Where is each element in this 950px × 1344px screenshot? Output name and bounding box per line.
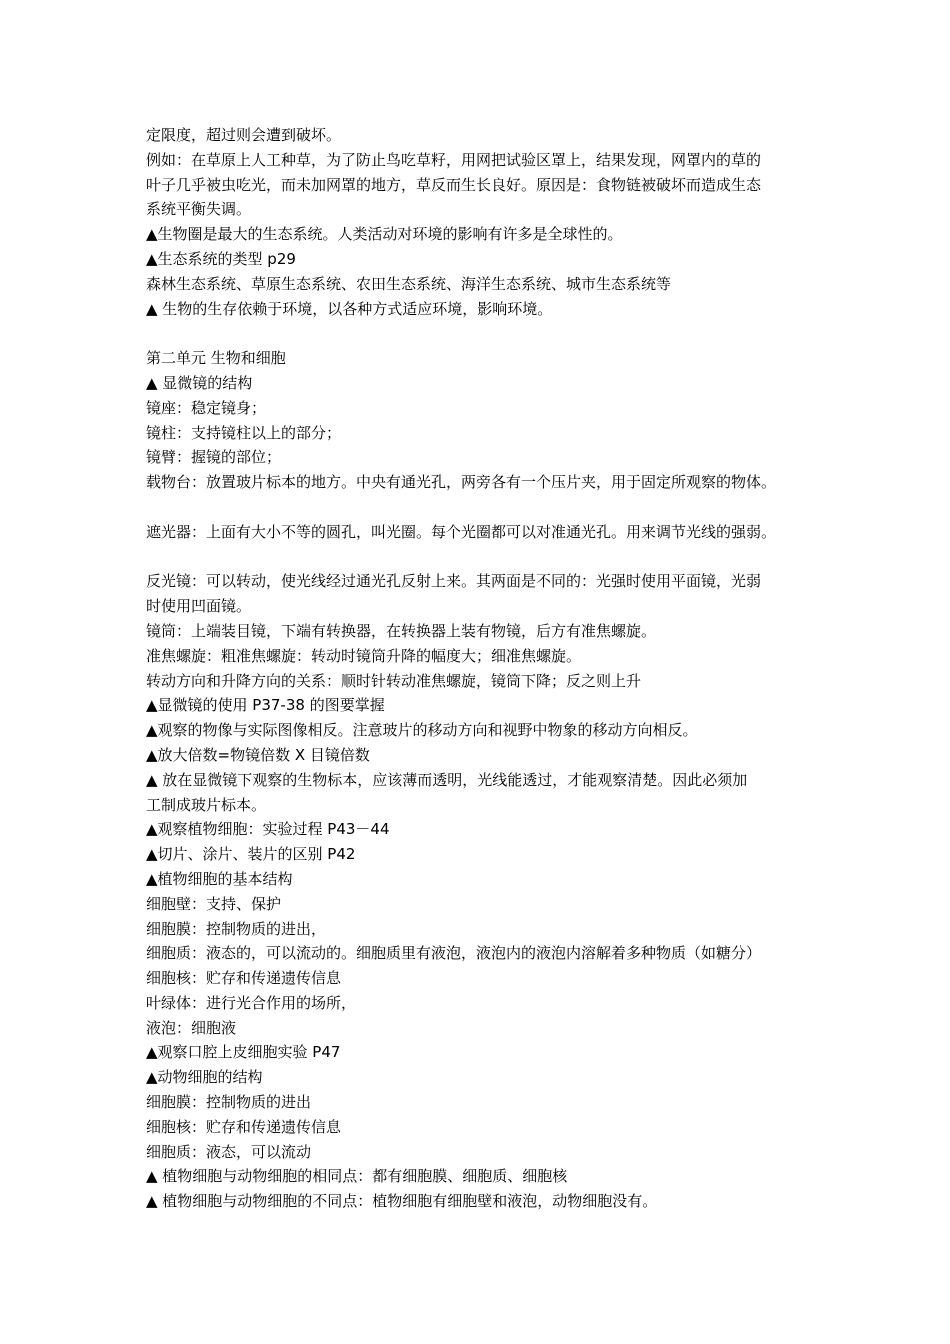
- text-line: 细胞膜：控制物质的进出: [146, 1093, 312, 1112]
- text-line: 工制成玻片标本。: [146, 795, 267, 814]
- bullet-line: ▲观察的物像与实际图像相反。注意玻片的移动方向和视野中物象的移动方向相反。: [146, 721, 698, 740]
- document-page: [146, 123, 826, 1214]
- bullet-line: ▲放大倍数=物镜倍数 X 目镜倍数: [146, 745, 370, 764]
- bullet-line: ▲观察口腔上皮细胞实验 P47: [146, 1043, 341, 1062]
- text-line: 叶子几乎被虫吃光，而未加网罩的地方，草反而生长良好。原因是：食物链被破坏而造成生态: [146, 175, 762, 194]
- bullet-line: ▲生态系统的类型 p29: [146, 249, 296, 268]
- bullet-line: ▲植物细胞的基本结构: [146, 869, 293, 888]
- text-line: 系统平衡失调。: [146, 200, 252, 219]
- text-line: 时使用凹面镜。: [146, 597, 252, 616]
- text-line: 细胞质：液态，可以流动: [146, 1142, 312, 1161]
- text-line: 细胞质：液态的，可以流动的。细胞质里有液泡，液泡内的液泡内溶解着多种物质（如糖分）: [146, 944, 762, 963]
- text-line: 森林生态系统、草原生态系统、农田生态系统、海洋生态系统、城市生态系统等: [146, 274, 672, 293]
- text-line: 细胞核：贮存和传递遗传信息: [146, 969, 342, 988]
- bullet-line: ▲ 显微镜的结构: [146, 373, 253, 392]
- blank-line: [146, 545, 826, 570]
- text-line: 例如：在草原上人工种草，为了防止鸟吃草籽，用网把试验区罩上，结果发现，网罩内的草的: [146, 150, 762, 169]
- bullet-line: ▲ 植物细胞与动物细胞的不同点：植物细胞有细胞壁和液泡，动物细胞没有。: [146, 1192, 658, 1211]
- text-line: 转动方向和升降方向的关系：顺时针转动准焦螺旋，镜筒下降；反之则上升: [146, 671, 642, 690]
- text-line: 叶绿体：进行光合作用的场所，: [146, 993, 357, 1012]
- bullet-line: ▲动物细胞的结构: [146, 1068, 263, 1087]
- bullet-line: ▲显微镜的使用 P37-38 的图要掌握: [146, 696, 385, 715]
- text-line: 定限度，超过则会遭到破坏。: [146, 126, 342, 144]
- text-line: 反光镜：可以转动，使光线经过通光孔反射上来。其两面是不同的：光强时使用平面镜，光弱: [146, 572, 762, 591]
- bullet-line: ▲切片、涂片、装片的区别 P42: [146, 845, 356, 864]
- text-line: 镜座：稳定镜身；: [146, 398, 267, 417]
- text-line: 准焦螺旋：粗准焦螺旋：转动时镜筒升降的幅度大；细准焦螺旋。: [146, 646, 582, 665]
- blank-line: [146, 495, 826, 520]
- text-line: 细胞膜：控制物质的进出，: [146, 919, 327, 938]
- text-line: 细胞核：贮存和传递遗传信息: [146, 1117, 342, 1136]
- text-line: 镜臂：握镜的部位；: [146, 448, 282, 467]
- section-heading: 第二单元 生物和细胞: [146, 349, 286, 368]
- text-line: 遮光器：上面有大小不等的圆孔，叫光圈。每个光圈都可以对准通光孔。用来调节光线的强弱。: [146, 522, 777, 541]
- text-line: 镜柱：支持镜柱以上的部分；: [146, 423, 342, 442]
- text-line: 细胞壁：支持、保护: [146, 894, 282, 913]
- text-line: 液泡：细胞液: [146, 1018, 237, 1037]
- blank-line: [146, 321, 826, 346]
- bullet-line: ▲ 生物的生存依赖于环境，以各种方式适应环境，影响环境。: [146, 299, 553, 318]
- bullet-line: ▲观察植物细胞：实验过程 P43－44: [146, 820, 390, 839]
- text-line: 载物台：放置玻片标本的地方。中央有通光孔，两旁各有一个压片夹，用于固定所观察的物体。: [146, 473, 777, 492]
- bullet-line: ▲ 植物细胞与动物细胞的相同点：都有细胞膜、细胞质、细胞核: [146, 1167, 568, 1186]
- bullet-line: ▲生物圈是最大的生态系统。人类活动对环境的影响有许多是全球性的。: [146, 225, 623, 244]
- bullet-line: ▲ 放在显微镜下观察的生物标本，应该薄而透明，光线能透过，才能观察清楚。因此必须加: [146, 770, 748, 789]
- text-line: 镜筒：上端装目镜，下端有转换器，在转换器上装有物镜，后方有准焦螺旋。: [146, 621, 657, 640]
